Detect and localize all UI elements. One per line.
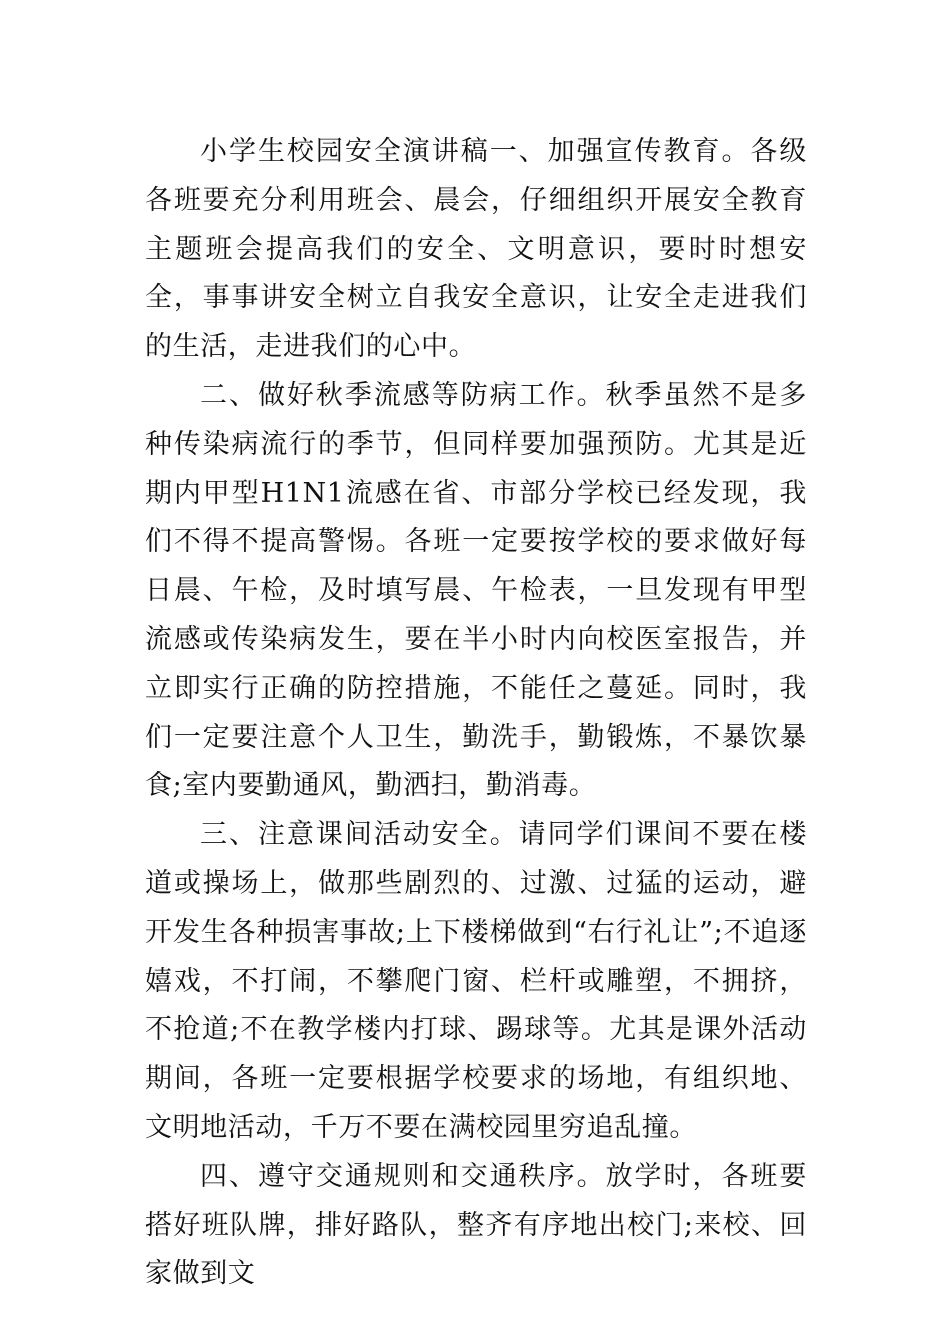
paragraph-4: 四、遵守交通规则和交通秩序。放学时，各班要搭好班队牌，排好路队，整齐有序地出校门;来校、回家做到文 (145, 1160, 807, 1290)
paragraph-3: 三、注意课间活动安全。请同学们课间不要在楼道或操场上，做那些剧烈的、过激、过猛的运动，避开发生各种损害事故;上下楼梯做到“右行礼让”;不追逐嬉戏，不打闹，不攀爬门窗、栏杆或雕塑，不拥挤，不抢道;不在教学楼内打球、踢球等。尤其是课外活动期间，各班一定要根据学校要求的场地，有组织地、文明地活动，千万不要在满校园里穷追乱撞。 (145, 819, 807, 1143)
paragraph-1: 小学生校园安全演讲稿一、加强宣传教育。各级各班要充分利用班会、晨会，仔细组织开展安全教育主题班会提高我们的安全、文明意识，要时时想安全，事事讲安全树立自我安全意识，让安全走进我们的生活，走进我们的心中。 (145, 136, 807, 363)
paragraph-2: 二、做好秋季流感等防病工作。秋季虽然不是多种传染病流行的季节，但同样要加强预防。尤其是近期内甲型H1N1流感在省、市部分学校已经发现，我们不得不提高警惕。各班一定要按学校的要求做好每日晨、午检，及时填写晨、午检表，一旦发现有甲型流感或传染病发生，要在半小时内向校医室报告，并立即实行正确的防控措施，不能任之蔓延。同时，我们一定要注意个人卫生，勤洗手，勤锻炼，不暴饮暴食;室内要勤通风，勤洒扫，勤消毒。 (145, 379, 807, 802)
document-body (145, 128, 807, 1299)
